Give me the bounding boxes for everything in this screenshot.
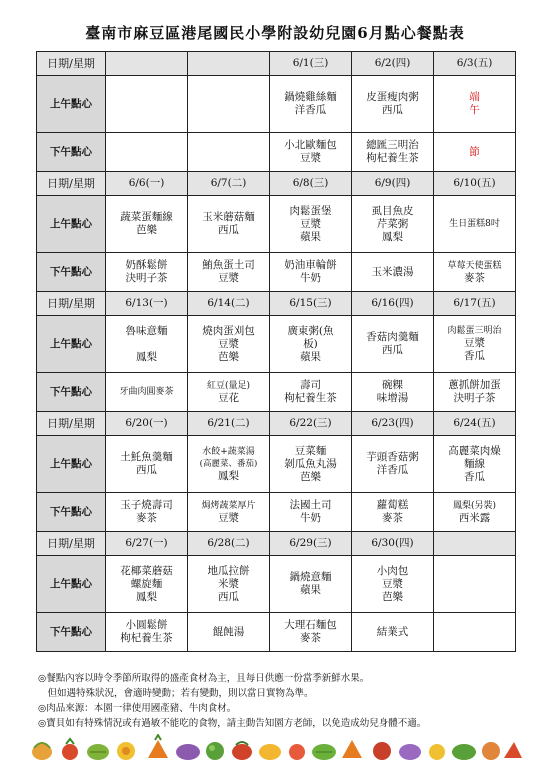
- note-line: ◎肉品來源：本園一律使用國產豬、牛肉食材。: [38, 703, 237, 714]
- date-cell: 6/23(四): [352, 412, 434, 436]
- menu-item: 枸杞養生茶: [120, 632, 173, 644]
- menu-item: 西瓜: [218, 590, 239, 603]
- menu-item: 奶油車輪餅: [284, 259, 337, 271]
- menu-item: 鳳梨: [218, 469, 239, 482]
- menu-cell: [188, 373, 270, 412]
- menu-item: 蘿蔔糕: [376, 499, 409, 511]
- menu-cell: [352, 373, 434, 412]
- menu-item: 小肉包: [376, 564, 409, 577]
- menu-item: 麵線: [464, 457, 485, 470]
- menu-item: 西米露: [458, 511, 491, 524]
- menu-item: 香菇肉羹麵: [366, 331, 419, 343]
- menu-item: 枸杞養生茶: [284, 392, 337, 404]
- menu-item: 花椰菜蘑菇: [120, 564, 173, 577]
- afternoon-snack-row: [37, 373, 516, 412]
- date-cell: [106, 52, 188, 76]
- menu-item: 肉鬆蛋堡: [289, 204, 332, 217]
- menu-item: 鳳梨: [382, 230, 403, 243]
- menu-cell: [270, 316, 352, 373]
- menu-item: 牛奶: [300, 272, 321, 284]
- menu-item: 豆花: [218, 391, 239, 404]
- menu-item: 西瓜: [136, 464, 157, 476]
- menu-cell: [106, 196, 188, 253]
- menu-cell: [106, 436, 188, 493]
- note-line: 但如遇特殊狀況，會適時變動；若有變動，則以當日實物為準。: [38, 688, 314, 699]
- afternoon-snack-label: 下午點心: [37, 373, 106, 412]
- menu-item: 西瓜: [382, 104, 403, 116]
- menu-item: 玉米蘑菇麵: [202, 211, 255, 223]
- week-header-row: [37, 52, 516, 76]
- menu-item: 鮪魚蛋土司: [202, 259, 255, 271]
- date-cell: 6/10(五): [434, 172, 516, 196]
- menu-item: 麥茶: [136, 512, 157, 524]
- menu-cell: [106, 373, 188, 412]
- menu-item: 小圓鬆餅: [125, 619, 168, 631]
- date-weekday-label: 日期/星期: [37, 532, 106, 556]
- menu-item: 豆漿: [218, 272, 239, 284]
- menu-item: 芹菜粥: [376, 217, 409, 230]
- menu-cell: [106, 556, 188, 613]
- menu-item: 牛奶: [300, 512, 321, 524]
- note-line: ◎寶貝如有特殊情況或有過敏不能吃的食物，請主動告知園方老師，以免造成幼兒身體不適。: [38, 718, 427, 729]
- menu-cell: [270, 493, 352, 532]
- menu-cell: [270, 196, 352, 253]
- menu-cell: [188, 253, 270, 292]
- snack-menu-table: [36, 51, 516, 652]
- morning-snack-row: [37, 76, 516, 133]
- menu-cell: [106, 76, 188, 133]
- morning-snack-label: 上午點心: [37, 556, 106, 613]
- menu-item: 決明子茶: [453, 392, 496, 404]
- menu-item: 地瓜拉餅: [207, 564, 250, 577]
- menu-item: 螺旋麵: [130, 577, 163, 590]
- menu-item: 肉鬆蛋三明治: [447, 326, 502, 336]
- notes: [38, 671, 518, 731]
- menu-cell: [188, 133, 270, 172]
- date-cell: 6/21(二): [188, 412, 270, 436]
- menu-item: 枸杞養生茶: [366, 152, 419, 164]
- date-cell: 6/30(四): [352, 532, 434, 556]
- date-cell: 6/15(三): [270, 292, 352, 316]
- menu-cell: [352, 493, 434, 532]
- menu-item: 玉子燒壽司: [120, 499, 173, 511]
- morning-snack-label: 上午點心: [37, 76, 106, 133]
- menu-item: 鳳梨(另裝): [452, 500, 497, 511]
- menu-cell: [434, 556, 516, 613]
- menu-item: 餛飩湯: [212, 625, 245, 638]
- menu-cell: [352, 613, 434, 652]
- menu-item: 玉米濃湯: [371, 265, 414, 278]
- menu-item: 板): [303, 337, 318, 350]
- menu-cell: [352, 196, 434, 253]
- date-cell: 6/3(五): [434, 52, 516, 76]
- morning-snack-label: 上午點心: [37, 316, 106, 373]
- morning-snack-row: [37, 316, 516, 373]
- menu-item: 蘋果: [300, 350, 321, 363]
- afternoon-snack-row: [37, 613, 516, 652]
- date-cell: [434, 532, 516, 556]
- menu-cell: [188, 556, 270, 613]
- menu-cell: [188, 436, 270, 493]
- menu-item: 豆漿: [300, 152, 321, 164]
- date-weekday-label: 日期/星期: [37, 172, 106, 196]
- vegetable-border-icon: [32, 735, 522, 760]
- menu-item: 芋頭香菇粥: [366, 451, 419, 463]
- menu-item: 豆菜麵: [294, 444, 327, 457]
- menu-item: 蘋果: [300, 230, 321, 243]
- date-cell: 6/24(五): [434, 412, 516, 436]
- menu-item: 蔥抓餅加蛋: [448, 379, 501, 391]
- date-cell: 6/8(三): [270, 172, 352, 196]
- menu-cell: [106, 133, 188, 172]
- date-cell: 6/27(一): [106, 532, 188, 556]
- morning-snack-label: 上午點心: [37, 196, 106, 253]
- menu-item: 總匯三明治: [366, 139, 419, 151]
- menu-item: 豆漿: [218, 511, 239, 524]
- menu-item: 芭樂: [218, 350, 239, 363]
- menu-cell: [106, 316, 188, 373]
- menu-item: 小北歐麵包: [284, 139, 337, 151]
- menu-item: 豆漿: [382, 577, 403, 590]
- menu-item: 味增湯: [376, 392, 409, 404]
- menu-item: [107, 338, 186, 351]
- menu-item: 紅豆(量足): [206, 380, 251, 391]
- date-cell: 6/6(一): [106, 172, 188, 196]
- menu-item: 牙曲肉圓麥茶: [119, 387, 174, 397]
- date-cell: 6/22(三): [270, 412, 352, 436]
- note-line: ◎餐點內容以時令季節所取得的盛產食材為主，且每日供應一份當季新鮮水果。: [38, 673, 370, 684]
- afternoon-snack-label: 下午點心: [37, 613, 106, 652]
- menu-cell: [434, 373, 516, 412]
- menu-item: 麥茶: [300, 632, 321, 644]
- week-header-row: [37, 412, 516, 436]
- menu-item: 蔬菜蛋麵線: [120, 211, 173, 223]
- week-header-row: [37, 172, 516, 196]
- menu-item: 鍋燒意麵: [289, 571, 332, 583]
- menu-item: 剝瓜魚丸湯: [284, 457, 337, 470]
- menu-item: 大理石麵包: [284, 619, 337, 631]
- page-title: 臺南市麻豆區港尾國民小學附設幼兒園6月點心餐點表: [85, 24, 465, 42]
- menu-item: 香瓜: [464, 470, 485, 483]
- menu-cell: [270, 373, 352, 412]
- date-weekday-label: 日期/星期: [37, 52, 106, 76]
- menu-item: 西瓜: [218, 224, 239, 236]
- menu-item: 午: [469, 104, 480, 116]
- menu-cell: [434, 493, 516, 532]
- menu-item: 西瓜: [382, 344, 403, 356]
- menu-cell: [270, 613, 352, 652]
- date-cell: 6/20(一): [106, 412, 188, 436]
- menu-item: 麥茶: [382, 512, 403, 524]
- menu-item: 端: [469, 91, 480, 103]
- morning-snack-row: [37, 556, 516, 613]
- menu-cell: [270, 436, 352, 493]
- menu-cell: [106, 493, 188, 532]
- date-cell: 6/16(四): [352, 292, 434, 316]
- menu-item: 碗粿: [382, 379, 403, 391]
- menu-cell: [434, 316, 516, 373]
- morning-snack-label: 上午點心: [37, 436, 106, 493]
- date-cell: 6/29(三): [270, 532, 352, 556]
- menu-cell: [352, 556, 434, 613]
- menu-cell: [434, 613, 516, 652]
- menu-item: 米漿: [218, 577, 239, 590]
- menu-item: 香瓜: [464, 350, 485, 362]
- menu-cell: [434, 133, 516, 172]
- menu-item: 法國土司: [289, 499, 332, 511]
- menu-cell: [352, 133, 434, 172]
- menu-item: 虱目魚皮: [371, 204, 414, 217]
- menu-item: 蘋果: [300, 584, 321, 596]
- date-cell: 6/14(二): [188, 292, 270, 316]
- date-cell: 6/2(四): [352, 52, 434, 76]
- morning-snack-row: [37, 196, 516, 253]
- date-cell: 6/13(一): [106, 292, 188, 316]
- menu-item: 焗烤蔬菜厚片: [201, 500, 256, 511]
- menu-cell: [270, 76, 352, 133]
- menu-item: 決明子茶: [125, 272, 168, 284]
- menu-item: 芭樂: [300, 470, 321, 483]
- menu-cell: [352, 316, 434, 373]
- menu-cell: [352, 76, 434, 133]
- menu-item: 豆漿: [300, 217, 321, 230]
- menu-cell: [270, 133, 352, 172]
- menu-item: (高麗菜、番茄): [199, 458, 258, 469]
- menu-item: 豆漿: [464, 337, 485, 349]
- menu-item: 豆漿: [218, 337, 239, 350]
- menu-item: 芭樂: [136, 224, 157, 236]
- date-cell: 6/17(五): [434, 292, 516, 316]
- menu-item: 洋香瓜: [294, 104, 327, 116]
- menu-cell: [434, 76, 516, 133]
- menu-cell: [188, 196, 270, 253]
- menu-item: 魯味意麵: [125, 324, 168, 337]
- week-header-row: [37, 532, 516, 556]
- menu-cell: [106, 253, 188, 292]
- vegetable-border-decoration: [30, 734, 525, 762]
- menu-cell: [434, 253, 516, 292]
- afternoon-snack-label: 下午點心: [37, 133, 106, 172]
- menu-cell: [106, 613, 188, 652]
- menu-item: 皮蛋瘦肉粥: [366, 91, 419, 103]
- morning-snack-row: [37, 436, 516, 493]
- date-cell: 6/9(四): [352, 172, 434, 196]
- menu-cell: [270, 253, 352, 292]
- date-cell: 6/7(二): [188, 172, 270, 196]
- menu-item: 洋香瓜: [376, 464, 409, 476]
- menu-cell: [352, 253, 434, 292]
- afternoon-snack-row: [37, 133, 516, 172]
- menu-item: 廣東粥(魚: [287, 324, 334, 337]
- menu-cell: [352, 436, 434, 493]
- menu-item: 壽司: [300, 379, 321, 391]
- menu-item: 麥茶: [464, 271, 485, 284]
- date-cell: [188, 52, 270, 76]
- menu-cell: [434, 196, 516, 253]
- menu-item: 生日蛋糕8吋: [449, 219, 500, 229]
- menu-item: 鳳梨: [136, 590, 157, 603]
- afternoon-snack-label: 下午點心: [37, 253, 106, 292]
- menu-item: 土魠魚羹麵: [120, 451, 173, 463]
- menu-item: 奶酥鬆餅: [125, 259, 168, 271]
- menu-item: 節: [469, 145, 480, 158]
- date-weekday-label: 日期/星期: [37, 412, 106, 436]
- date-cell: 6/28(二): [188, 532, 270, 556]
- menu-item: 燒肉蛋刈包: [202, 324, 255, 337]
- menu-cell: [188, 76, 270, 133]
- menu-item: 水餃+蔬菜湯: [202, 446, 255, 457]
- menu-item: 草莓天使蛋糕: [447, 260, 502, 271]
- menu-item: 結業式: [376, 625, 409, 638]
- menu-item: 芭樂: [382, 590, 403, 603]
- menu-cell: [188, 316, 270, 373]
- afternoon-snack-row: [37, 493, 516, 532]
- date-weekday-label: 日期/星期: [37, 292, 106, 316]
- menu-cell: [188, 493, 270, 532]
- menu-item: 高麗菜肉燥: [448, 444, 501, 457]
- menu-cell: [434, 436, 516, 493]
- menu-item: 鍋燒雞絲麵: [284, 91, 337, 103]
- afternoon-snack-label: 下午點心: [37, 493, 106, 532]
- menu-item: 鳳梨: [136, 350, 157, 363]
- week-header-row: [37, 292, 516, 316]
- menu-cell: [270, 556, 352, 613]
- afternoon-snack-row: [37, 253, 516, 292]
- menu-cell: [188, 613, 270, 652]
- date-cell: 6/1(三): [270, 52, 352, 76]
